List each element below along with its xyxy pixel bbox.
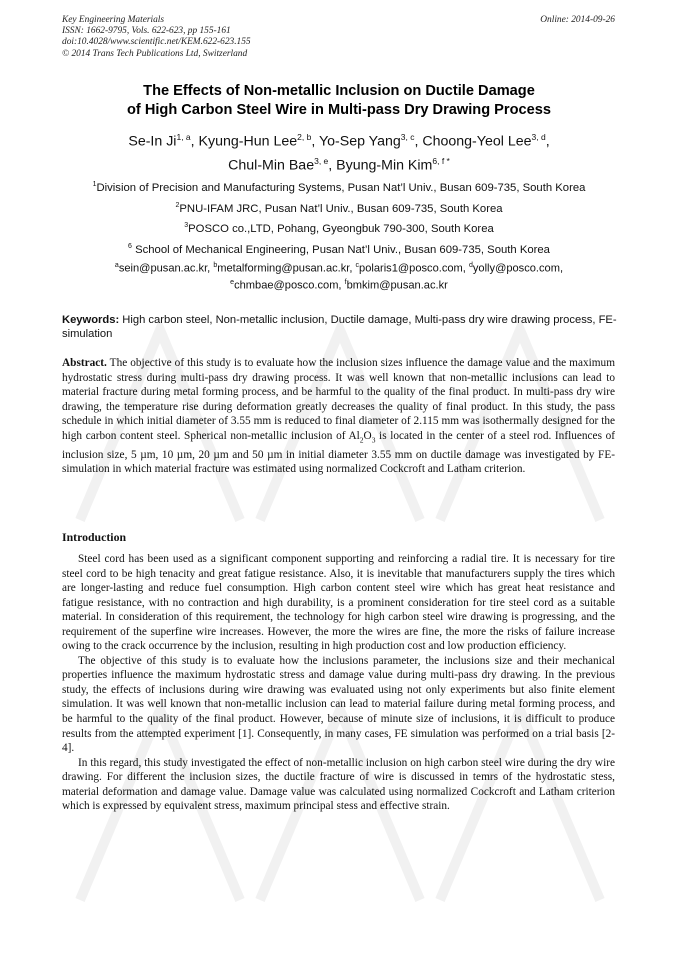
affiliation: [40, 176, 638, 197]
paragraph: Steel cord has been used as a significant component supporting and reinforcing a radial tire. It is necessary for tire steel cord to be high tenacity and great fatigue resistance. Also, it is inevitable that manufacturers supply the tires which are longer-lasting and reduce fuel consumption. High carbon content steel wire which has great heat resistance and fatigue resistance, with no contraction and high durability, is a prominent consideration for tire steel cord as a suitable material. In consideration of this requirement, the technology for high carbon steel wire drawing is progressing, and the requirement of the superfine wire increases. However, the more the wires are fine, the more the risks of failure increase owing to the crack occurrence by the inclusion, resulting in high production cost and low production efficiency.: [62, 553, 615, 653]
affiliation: [40, 217, 638, 238]
email-link: metalforming@pusan.ac.kr,: [217, 262, 356, 275]
paragraph: In this regard, this study investigated the effect of non-metallic inclusion on high carbon steel wire during the dry wire drawing. For different the inclusion sizes, the ductile fracture of wire is discussed in temrs of the hydrostatic stess, material deformation and damage value. Damage value was calculated using normalized Cockcroft and Latham criterion which is expressed by equivalent stress, maximum principal stess and effective strain.: [62, 756, 615, 813]
author-separator: ,: [311, 133, 319, 150]
author-name: Yo-Sep Yang: [318, 133, 401, 150]
affiliation-number: 1: [92, 181, 97, 188]
author-affil-sup: 3, e: [314, 155, 329, 166]
online-date: Online: 2014-09-26: [540, 15, 615, 25]
paragraph: The objective of this study is to evaluate how the inclusions parameter, the inclusions size and their mechanical properties influence the maximum hydrostatic stress and damage value during multi-pass dry drawing. In the previous study, the effects of inclusions during wire drawing was evaluated using not only experiments but also finite element simulation. It was well known that non-metallic inclusion can lead to material failure during metal forming process, and be harmful to the quality of the final product. However, because of minute size of inclusions, it is difficult to produce results from the attempted experiment [1]. Consequently, in many cases, FE simulation was performed on a trial basis [2-4].: [62, 654, 615, 755]
author-separator: ,: [190, 133, 199, 150]
issn-line: ISSN: 1662-9795, Vols. 622-623, pp 155-161: [62, 26, 231, 37]
author-affil-sup: 3, d: [531, 132, 546, 142]
author-affil-sup: 3, c: [400, 132, 415, 142]
email-sup: a: [114, 262, 119, 269]
introduction-section: [62, 552, 615, 814]
author-separator: ,: [328, 157, 337, 174]
affiliation-list: [40, 176, 638, 258]
email-sup: f: [344, 278, 347, 286]
author-separator: ,: [545, 133, 550, 150]
author-name: Byung-Min Kim: [336, 157, 433, 174]
abstract-section: [62, 356, 615, 477]
email-sup: b: [213, 262, 218, 269]
keywords-label: Keywords:: [62, 314, 120, 326]
affiliation-number: 2: [175, 201, 180, 209]
title-line-2: of High Carbon Steel Wire in Multi-pass Dry Drawing Process: [127, 102, 551, 118]
introduction-heading: Introduction: [62, 530, 127, 544]
email-sup: d: [468, 262, 473, 269]
journal-header: [62, 15, 251, 60]
email-link: sein@pusan.ac.kr,: [118, 262, 214, 275]
affiliation: [40, 238, 638, 259]
affiliation-text: Division of Precision and Manufacturing Systems, Pusan Nat’l Univ., Busan 609-735, South Korea: [96, 181, 586, 194]
title-line-1: The Effects of Non-metallic Inclusion on Ductile Damage: [143, 83, 535, 99]
abstract-text-2: is located in the center of a steel rod. Influences of inclusion size, 5 µm, 10 µm, 20 µm and 50 µm in initial diameter 3.55 mm on ductile damage was investigated by FE-simulation in which material fracture was estimated using normalized Cockcroft and Latham criterion.: [62, 429, 615, 476]
email-line-1: [40, 259, 638, 276]
author-line-2: [62, 152, 616, 176]
author-name: Choong-Yeol Lee: [422, 133, 532, 150]
keywords-text: High carbon steel, Non-metallic inclusion, Ductile damage, Multi-pass dry wire drawing process, FE-simulation: [62, 314, 617, 340]
affiliation-text: POSCO co.,LTD, Pohang, Gyeongbuk 790-300, South Korea: [188, 222, 494, 235]
email-sup: e: [230, 278, 235, 286]
journal-name: Key Engineering Materials: [62, 15, 165, 25]
author-name: Kyung-Hun Lee: [198, 133, 298, 150]
author-separator: ,: [414, 133, 423, 150]
paper-title: [62, 82, 616, 120]
affiliation-text: PNU-IFAM JRC, Pusan Nat’l Univ., Busan 609-735, South Korea: [179, 202, 503, 215]
author-affil-sup: 2, b: [297, 132, 312, 142]
affiliation: [40, 197, 638, 218]
author-name: Se-In Ji: [128, 133, 177, 150]
email-sup: c: [355, 262, 360, 269]
subscript: 2: [359, 434, 364, 444]
abstract-label: Abstract.: [62, 357, 107, 369]
email-line-2: [40, 276, 638, 293]
email-link: bmkim@pusan.ac.kr: [346, 279, 448, 292]
abstract-text-1: The objective of this study is to evaluate how the inclusion sizes influence the damage value and the maximum hydrostatic stress during multi-pass dry drawing process. It was well known that non-metallic inclusions can lead to material fracture during metal forming process, and be harmful to the quality of the final product. In multi-pass dry wire drawing, the temperature rise during deformation greatly decreases the quality of final product. In this study, the pass schedule in which initial diameter of 3.55 mm is reduced to final diameter of 2.115 mm was isothermally designed for the high carbon content steel. Spherical non-metallic inclusion of Al: [62, 357, 615, 442]
author-list: [62, 128, 616, 175]
keywords-section: [62, 313, 618, 341]
formula-letter: O: [363, 429, 372, 442]
affiliation-number: 3: [184, 222, 189, 230]
author-affil-sup: 1, a: [176, 132, 191, 142]
affiliation-number: 6: [128, 242, 132, 250]
doi-line: doi:10.4028/www.scientific.net/KEM.622-623.155: [62, 37, 251, 48]
copyright-line: © 2014 Trans Tech Publications Ltd, Switzerland: [62, 48, 248, 59]
email-link: chmbae@posco.com,: [234, 279, 345, 292]
author-name: Chul-Min Bae: [228, 157, 315, 174]
author-affil-sup: 6, f *: [432, 155, 450, 166]
email-link: polaris1@posco.com,: [359, 262, 469, 275]
affiliation-text: School of Mechanical Engineering, Pusan Nat’l Univ., Busan 609-735, South Korea: [131, 243, 550, 256]
subscript: 3: [371, 434, 376, 444]
email-list: [40, 259, 638, 292]
email-link: yolly@posco.com,: [472, 262, 564, 275]
author-line-1: [62, 128, 616, 152]
